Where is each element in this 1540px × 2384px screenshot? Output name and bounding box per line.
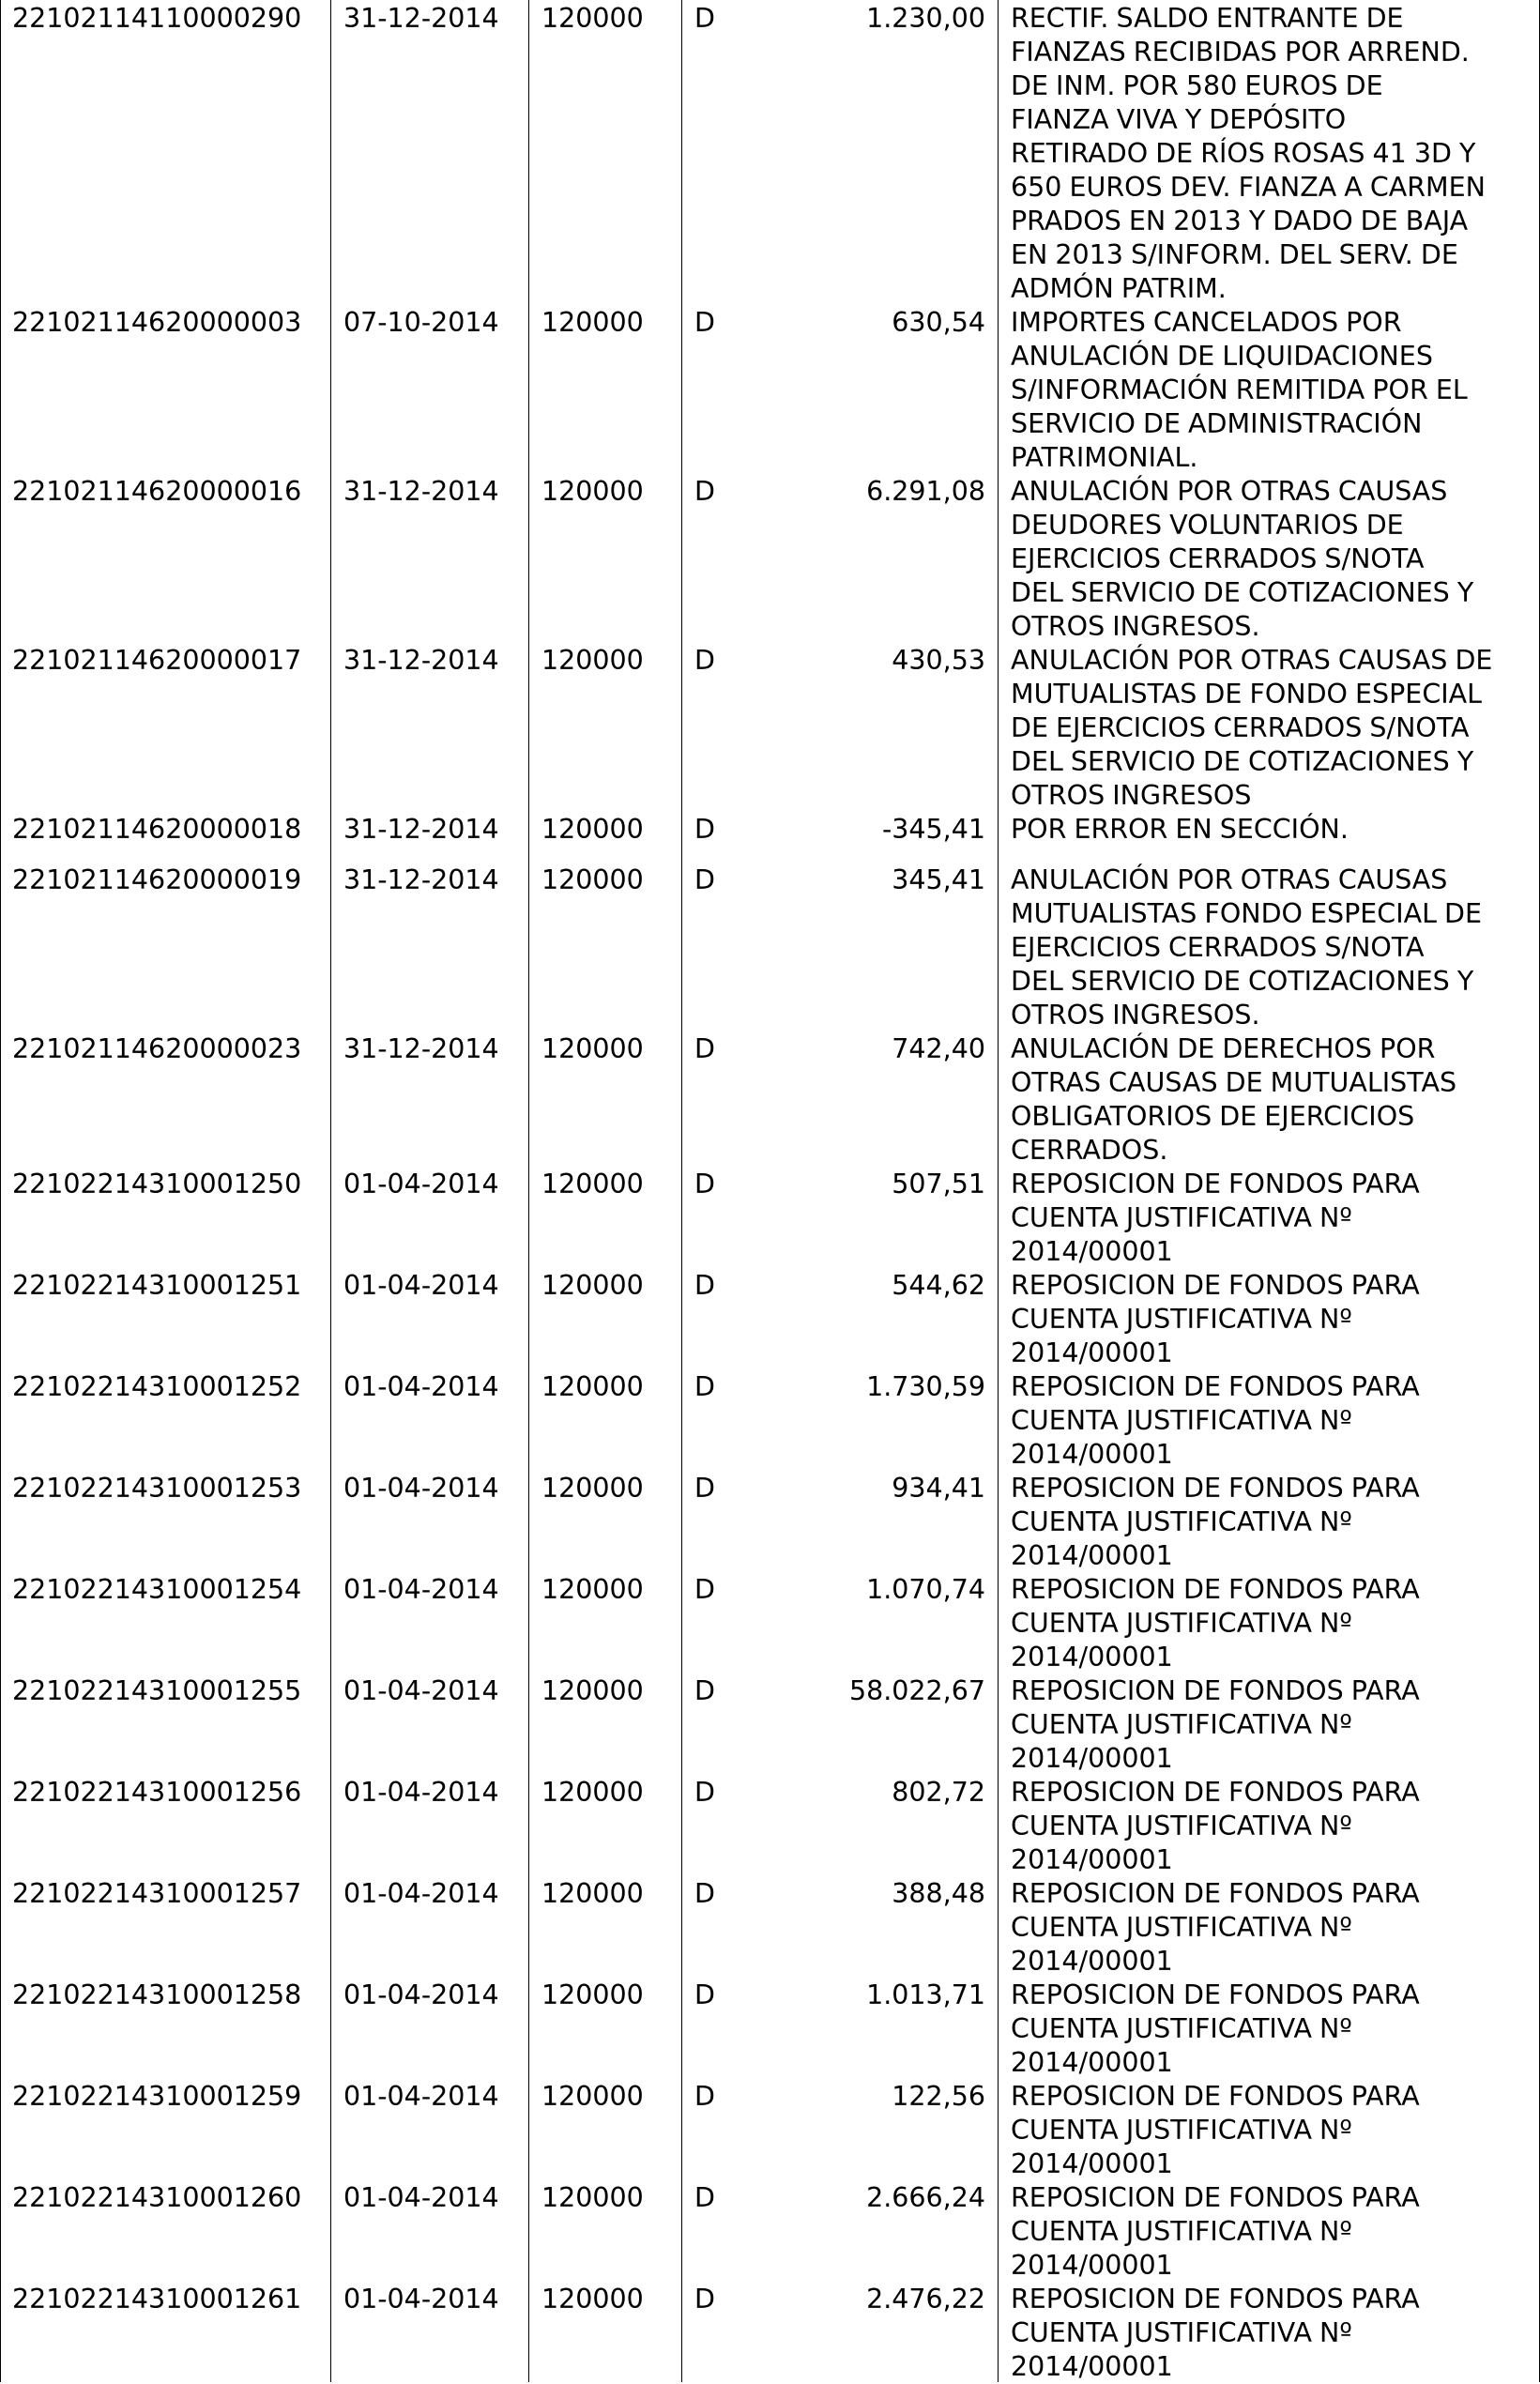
date-cell: 01-04-2014 bbox=[343, 2182, 499, 2213]
account-cell: 120000 bbox=[541, 2081, 644, 2112]
description-cell bbox=[1011, 2283, 1536, 2384]
debit-credit-cell: D bbox=[694, 645, 715, 676]
entry-id-cell: 22102214310001257 bbox=[12, 1878, 302, 1909]
debit-credit-cell: D bbox=[694, 2284, 715, 2315]
account-cell: 120000 bbox=[541, 1473, 644, 1504]
entry-id-cell: 22102214310001259 bbox=[12, 2081, 302, 2112]
description-line: POR ERROR EN SECCIÓN. bbox=[1011, 814, 1349, 845]
description-line: CUENTA JUSTIFICATIVA Nº bbox=[1011, 2317, 1352, 2348]
table-row bbox=[0, 306, 1540, 475]
description-cell bbox=[1011, 306, 1536, 475]
table-row bbox=[0, 2181, 1540, 2283]
description-line: ANULACIÓN POR OTRAS CAUSAS bbox=[1011, 476, 1448, 507]
description-cell bbox=[1011, 1573, 1536, 1674]
description-line: CUENTA JUSTIFICATIVA Nº bbox=[1011, 2115, 1352, 2146]
date-cell: 01-04-2014 bbox=[343, 2081, 499, 2112]
description-cell bbox=[1011, 1472, 1536, 1573]
description-cell bbox=[1011, 2, 1536, 306]
description-line: DEL SERVICIO DE COTIZACIONES Y bbox=[1011, 746, 1474, 777]
description-line: REPOSICION DE FONDOS PARA bbox=[1011, 2182, 1420, 2213]
description-line: REPOSICION DE FONDOS PARA bbox=[1011, 2284, 1420, 2315]
description-line: CUENTA JUSTIFICATIVA Nº bbox=[1011, 1405, 1352, 1436]
debit-credit-cell: D bbox=[694, 1169, 715, 1200]
account-cell: 120000 bbox=[541, 1371, 644, 1402]
account-cell: 120000 bbox=[541, 476, 644, 507]
entry-id-cell: 22102114620000017 bbox=[12, 645, 302, 676]
date-cell: 01-04-2014 bbox=[343, 1878, 499, 1909]
description-cell bbox=[1011, 1979, 1536, 2080]
description-line: PATRIMONIAL. bbox=[1011, 442, 1198, 473]
description-line: MUTUALISTAS DE FONDO ESPECIAL bbox=[1011, 679, 1482, 710]
table-row bbox=[0, 1979, 1540, 2080]
amount-cell: 2.666,24 bbox=[866, 2182, 985, 2213]
description-line: 2014/00001 bbox=[1011, 2047, 1173, 2078]
description-line: DEL SERVICIO DE COTIZACIONES Y bbox=[1011, 577, 1474, 608]
date-cell: 01-04-2014 bbox=[343, 1169, 499, 1200]
description-line: ANULACIÓN POR OTRAS CAUSAS bbox=[1011, 864, 1448, 895]
description-line: OTROS INGRESOS. bbox=[1011, 1000, 1260, 1031]
description-cell bbox=[1011, 1032, 1536, 1168]
amount-cell: 388,48 bbox=[892, 1878, 985, 1909]
entry-id-cell: 22102214310001256 bbox=[12, 1777, 302, 1808]
description-line: ADMÓN PATRIM. bbox=[1011, 273, 1227, 304]
description-line: DEL SERVICIO DE COTIZACIONES Y bbox=[1011, 966, 1474, 997]
description-line: ANULACIÓN DE DERECHOS POR bbox=[1011, 1033, 1436, 1064]
table-row bbox=[0, 1573, 1540, 1674]
date-cell: 01-04-2014 bbox=[343, 1777, 499, 1808]
table-row bbox=[0, 1269, 1540, 1370]
account-cell: 120000 bbox=[541, 1777, 644, 1808]
description-line: 2014/00001 bbox=[1011, 2250, 1173, 2281]
description-cell bbox=[1011, 2181, 1536, 2283]
description-cell bbox=[1011, 2080, 1536, 2181]
entry-id-cell: 22102214310001250 bbox=[12, 1169, 302, 1200]
debit-credit-cell: D bbox=[694, 2081, 715, 2112]
description-line: 2014/00001 bbox=[1011, 1946, 1173, 1977]
table-row bbox=[0, 863, 1540, 1032]
description-line: REPOSICION DE FONDOS PARA bbox=[1011, 1371, 1420, 1402]
description-line: CUENTA JUSTIFICATIVA Nº bbox=[1011, 1202, 1352, 1233]
amount-cell: 544,62 bbox=[892, 1270, 985, 1301]
account-cell: 120000 bbox=[541, 1675, 644, 1706]
amount-cell: 6.291,08 bbox=[866, 476, 985, 507]
table-row bbox=[0, 475, 1540, 644]
description-line: DE INM. POR 580 EUROS DE bbox=[1011, 70, 1383, 101]
description-line: ANULACIÓN POR OTRAS CAUSAS DE bbox=[1011, 645, 1493, 676]
date-cell: 01-04-2014 bbox=[343, 1270, 499, 1301]
table-row bbox=[0, 1472, 1540, 1573]
description-line: FIANZA VIVA Y DEPÓSITO bbox=[1011, 104, 1347, 135]
table-row bbox=[0, 1168, 1540, 1269]
table-row bbox=[0, 1776, 1540, 1877]
account-cell: 120000 bbox=[541, 1574, 644, 1605]
account-cell: 120000 bbox=[541, 3, 644, 34]
debit-credit-cell: D bbox=[694, 1878, 715, 1909]
entry-id-cell: 22102214310001253 bbox=[12, 1473, 302, 1504]
description-line: EN 2013 S/INFORM. DEL SERV. DE bbox=[1011, 239, 1458, 270]
entry-id-cell: 22102214310001252 bbox=[12, 1371, 302, 1402]
entry-id-cell: 22102114620000019 bbox=[12, 864, 302, 895]
description-line: 2014/00001 bbox=[1011, 1642, 1173, 1673]
table-row bbox=[0, 1370, 1540, 1472]
description-line: REPOSICION DE FONDOS PARA bbox=[1011, 1777, 1420, 1808]
description-line: MUTUALISTAS FONDO ESPECIAL DE bbox=[1011, 898, 1482, 929]
description-line: IMPORTES CANCELADOS POR bbox=[1011, 307, 1402, 338]
amount-cell: 58.022,67 bbox=[848, 1675, 985, 1706]
account-cell: 120000 bbox=[541, 2182, 644, 2213]
entry-id-cell: 22102214310001258 bbox=[12, 1979, 302, 2010]
debit-credit-cell: D bbox=[694, 1777, 715, 1808]
description-line: OTROS INGRESOS. bbox=[1011, 611, 1260, 642]
description-line: 2014/00001 bbox=[1011, 1540, 1173, 1571]
description-line: EJERCICIOS CERRADOS S/NOTA bbox=[1011, 932, 1425, 963]
debit-credit-cell: D bbox=[694, 307, 715, 338]
table-row bbox=[0, 644, 1540, 813]
debit-credit-cell: D bbox=[694, 3, 715, 34]
description-line: 2014/00001 bbox=[1011, 1439, 1173, 1470]
date-cell: 31-12-2014 bbox=[343, 1033, 499, 1064]
date-cell: 31-12-2014 bbox=[343, 814, 499, 845]
table-row bbox=[0, 2, 1540, 306]
description-cell bbox=[1011, 813, 1536, 847]
entry-id-cell: 22102114110000290 bbox=[12, 3, 302, 34]
description-line: CUENTA JUSTIFICATIVA Nº bbox=[1011, 1506, 1352, 1537]
entry-id-cell: 22102214310001261 bbox=[12, 2284, 302, 2315]
amount-cell: 2.476,22 bbox=[866, 2284, 985, 2315]
description-line: FIANZAS RECIBIDAS POR ARREND. bbox=[1011, 37, 1470, 68]
description-line: REPOSICION DE FONDOS PARA bbox=[1011, 2081, 1420, 2112]
description-cell bbox=[1011, 644, 1536, 813]
description-line: CUENTA JUSTIFICATIVA Nº bbox=[1011, 1811, 1352, 1841]
description-line: CUENTA JUSTIFICATIVA Nº bbox=[1011, 1304, 1352, 1335]
description-line: OBLIGATORIOS DE EJERCICIOS bbox=[1011, 1101, 1415, 1132]
account-cell: 120000 bbox=[541, 2284, 644, 2315]
description-line: REPOSICION DE FONDOS PARA bbox=[1011, 1574, 1420, 1605]
description-line: PRADOS EN 2013 Y DADO DE BAJA bbox=[1011, 206, 1469, 237]
description-line: CUENTA JUSTIFICATIVA Nº bbox=[1011, 2013, 1352, 2044]
table-row bbox=[0, 1032, 1540, 1168]
description-cell bbox=[1011, 1776, 1536, 1877]
description-cell bbox=[1011, 1674, 1536, 1776]
date-cell: 01-04-2014 bbox=[343, 1473, 499, 1504]
account-cell: 120000 bbox=[541, 1270, 644, 1301]
description-cell bbox=[1011, 1269, 1536, 1370]
description-line: REPOSICION DE FONDOS PARA bbox=[1011, 1878, 1420, 1909]
description-line: SERVICIO DE ADMINISTRACIÓN bbox=[1011, 408, 1423, 439]
date-cell: 31-12-2014 bbox=[343, 645, 499, 676]
amount-cell: 630,54 bbox=[892, 307, 985, 338]
date-cell: 01-04-2014 bbox=[343, 1371, 499, 1402]
description-line: OTROS INGRESOS bbox=[1011, 780, 1252, 811]
amount-cell: 802,72 bbox=[892, 1777, 985, 1808]
description-line: CUENTA JUSTIFICATIVA Nº bbox=[1011, 1709, 1352, 1740]
description-line: DE EJERCICIOS CERRADOS S/NOTA bbox=[1011, 712, 1470, 743]
description-line: CUENTA JUSTIFICATIVA Nº bbox=[1011, 1912, 1352, 1943]
entry-id-cell: 22102214310001254 bbox=[12, 1574, 302, 1605]
description-line: CERRADOS. bbox=[1011, 1135, 1168, 1166]
description-line: ANULACIÓN DE LIQUIDACIONES bbox=[1011, 341, 1433, 372]
description-cell bbox=[1011, 1168, 1536, 1269]
debit-credit-cell: D bbox=[694, 814, 715, 845]
debit-credit-cell: D bbox=[694, 1979, 715, 2010]
debit-credit-cell: D bbox=[694, 1574, 715, 1605]
date-cell: 01-04-2014 bbox=[343, 2284, 499, 2315]
table-row bbox=[0, 2283, 1540, 2384]
debit-credit-cell: D bbox=[694, 476, 715, 507]
description-line: CUENTA JUSTIFICATIVA Nº bbox=[1011, 1608, 1352, 1639]
debit-credit-cell: D bbox=[694, 2182, 715, 2213]
table-row bbox=[0, 2080, 1540, 2181]
amount-cell: 345,41 bbox=[892, 864, 985, 895]
description-line: 2014/00001 bbox=[1011, 2351, 1173, 2382]
description-line: REPOSICION DE FONDOS PARA bbox=[1011, 1675, 1420, 1706]
date-cell: 01-04-2014 bbox=[343, 1675, 499, 1706]
description-line: DEUDORES VOLUNTARIOS DE bbox=[1011, 510, 1404, 541]
table-row bbox=[0, 813, 1540, 847]
description-line: 2014/00001 bbox=[1011, 1743, 1173, 1774]
amount-cell: 1.230,00 bbox=[866, 3, 985, 34]
date-cell: 31-12-2014 bbox=[343, 3, 499, 34]
entry-id-cell: 22102214310001255 bbox=[12, 1675, 302, 1706]
entry-id-cell: 22102114620000016 bbox=[12, 476, 302, 507]
entry-id-cell: 22102214310001260 bbox=[12, 2182, 302, 2213]
entry-id-cell: 22102114620000003 bbox=[12, 307, 302, 338]
amount-cell: 742,40 bbox=[892, 1033, 985, 1064]
account-cell: 120000 bbox=[541, 307, 644, 338]
entry-id-cell: 22102114620000018 bbox=[12, 814, 302, 845]
description-line: S/INFORMACIÓN REMITIDA POR EL bbox=[1011, 374, 1468, 405]
table-row bbox=[0, 1877, 1540, 1979]
description-cell bbox=[1011, 475, 1536, 644]
account-cell: 120000 bbox=[541, 1878, 644, 1909]
date-cell: 07-10-2014 bbox=[343, 307, 499, 338]
amount-cell: 430,53 bbox=[892, 645, 985, 676]
account-cell: 120000 bbox=[541, 814, 644, 845]
account-cell: 120000 bbox=[541, 864, 644, 895]
amount-cell: 122,56 bbox=[892, 2081, 985, 2112]
description-line: 2014/00001 bbox=[1011, 1337, 1173, 1368]
date-cell: 01-04-2014 bbox=[343, 1574, 499, 1605]
description-line: 2014/00001 bbox=[1011, 2148, 1173, 2179]
amount-cell: 934,41 bbox=[892, 1473, 985, 1504]
amount-cell: 1.013,71 bbox=[866, 1979, 985, 2010]
description-line: RETIRADO DE RÍOS ROSAS 41 3D Y bbox=[1011, 138, 1476, 169]
date-cell: 01-04-2014 bbox=[343, 1979, 499, 2010]
description-line: RECTIF. SALDO ENTRANTE DE bbox=[1011, 3, 1404, 34]
description-line: OTRAS CAUSAS DE MUTUALISTAS bbox=[1011, 1067, 1457, 1098]
description-line: REPOSICION DE FONDOS PARA bbox=[1011, 1270, 1420, 1301]
description-line: REPOSICION DE FONDOS PARA bbox=[1011, 1979, 1420, 2010]
account-cell: 120000 bbox=[541, 1979, 644, 2010]
description-line: 2014/00001 bbox=[1011, 1236, 1173, 1267]
debit-credit-cell: D bbox=[694, 864, 715, 895]
amount-cell: 1.730,59 bbox=[866, 1371, 985, 1402]
account-cell: 120000 bbox=[541, 1169, 644, 1200]
description-cell bbox=[1011, 863, 1536, 1032]
amount-cell: -345,41 bbox=[881, 814, 985, 845]
debit-credit-cell: D bbox=[694, 1675, 715, 1706]
entry-id-cell: 22102114620000023 bbox=[12, 1033, 302, 1064]
account-cell: 120000 bbox=[541, 645, 644, 676]
account-cell: 120000 bbox=[541, 1033, 644, 1064]
table-row bbox=[0, 1674, 1540, 1776]
description-line: CUENTA JUSTIFICATIVA Nº bbox=[1011, 2216, 1352, 2247]
amount-cell: 507,51 bbox=[892, 1169, 985, 1200]
description-cell bbox=[1011, 1877, 1536, 1979]
debit-credit-cell: D bbox=[694, 1270, 715, 1301]
description-line: 2014/00001 bbox=[1011, 1844, 1173, 1875]
debit-credit-cell: D bbox=[694, 1473, 715, 1504]
debit-credit-cell: D bbox=[694, 1033, 715, 1064]
date-cell: 31-12-2014 bbox=[343, 864, 499, 895]
description-line: REPOSICION DE FONDOS PARA bbox=[1011, 1473, 1420, 1504]
description-line: EJERCICIOS CERRADOS S/NOTA bbox=[1011, 543, 1425, 574]
debit-credit-cell: D bbox=[694, 1371, 715, 1402]
date-cell: 31-12-2014 bbox=[343, 476, 499, 507]
amount-cell: 1.070,74 bbox=[866, 1574, 985, 1605]
description-line: REPOSICION DE FONDOS PARA bbox=[1011, 1169, 1420, 1200]
entry-id-cell: 22102214310001251 bbox=[12, 1270, 302, 1301]
description-line: 650 EUROS DEV. FIANZA A CARMEN bbox=[1011, 172, 1486, 203]
description-cell bbox=[1011, 1370, 1536, 1472]
